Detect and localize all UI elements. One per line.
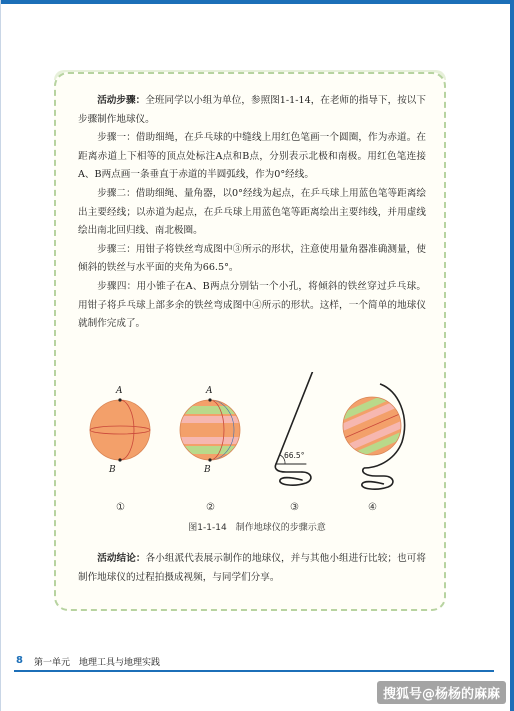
page-top-border <box>0 0 514 4</box>
point-b-label: B <box>109 465 116 475</box>
point-a-label: A <box>206 386 213 396</box>
step-number-3: ③ <box>290 502 299 513</box>
conclusion-text: 各小组派代表展示制作的地球仪，并与其他小组进行比较；也可将制作地球仪的过程拍摄成视频，与同学们分享。 <box>78 553 427 583</box>
activity-steps-section <box>78 92 426 334</box>
footer-rule <box>14 670 494 672</box>
globe-step-2 <box>178 386 242 475</box>
page-number: 8 <box>16 655 23 666</box>
activity-conclusion-section <box>78 550 426 587</box>
globe-step-4 <box>327 381 416 489</box>
conclusion-paragraph <box>78 550 426 587</box>
page-left-border <box>0 0 1 711</box>
conclusion-title: 活动结论： <box>97 553 146 564</box>
globe-steps-figure <box>80 372 420 522</box>
point-a-label: A <box>116 386 123 396</box>
figure-caption: 图1-1-14 制作地球仪的步骤示意 <box>188 523 326 533</box>
steps-intro-paragraph <box>78 92 426 129</box>
unit-label: 第一单元 地理工具与地理实践 <box>34 658 161 668</box>
watermark: 搜狐号@杨杨的麻麻 <box>377 681 506 704</box>
step-number-1: ① <box>116 502 125 513</box>
step-1: 步骤一：借助细绳，在乒乓球的中缝线上用红色笔画一个圆圈，作为赤道。在距离赤道上下相等的顶点处标注A点和B点，分别表示北极和南极。用红色笔连接A、B两点画一条垂直于赤道的半圆弧线，作为0°经线。 <box>78 132 426 181</box>
steps-title: 活动步骤： <box>97 95 146 106</box>
step-4: 步骤四：用小锥子在A、B两点分别钻一个小孔，将倾斜的铁丝穿过乒乓球。用钳子将乒乓球上部多余的铁丝弯成图中④所示的形状。这样，一个简单的地球仪就制作完成了。 <box>78 280 426 330</box>
steps-intro: 全班同学以小组为单位，参照图1-1-14，在老师的指导下，按以下步骤制作地球仪。 <box>78 95 427 125</box>
step-3: 步骤三：用钳子将铁丝弯成图中③所示的形状，注意使用量角器准确测量，使倾斜的铁丝与水平面的夹角为66.5°。 <box>78 243 426 274</box>
point-b-label: B <box>204 465 211 475</box>
angle-label: 66.5° <box>284 451 305 460</box>
step-number-4: ④ <box>368 502 377 513</box>
page-right-border <box>510 0 514 711</box>
globe-step-1 <box>90 386 150 475</box>
step-number-2: ② <box>206 502 215 513</box>
step-2: 步骤二：借助细绳、量角器，以0°经线为起点，在乒乓球上用蓝色笔等距离绘出主要经线；以赤道为起点，在乒乓球上用蓝色笔等距离绘出主要纬线，并用虚线绘出南北回归线、南北极圈。 <box>78 187 426 237</box>
wire-stand-step-3 <box>275 372 314 485</box>
